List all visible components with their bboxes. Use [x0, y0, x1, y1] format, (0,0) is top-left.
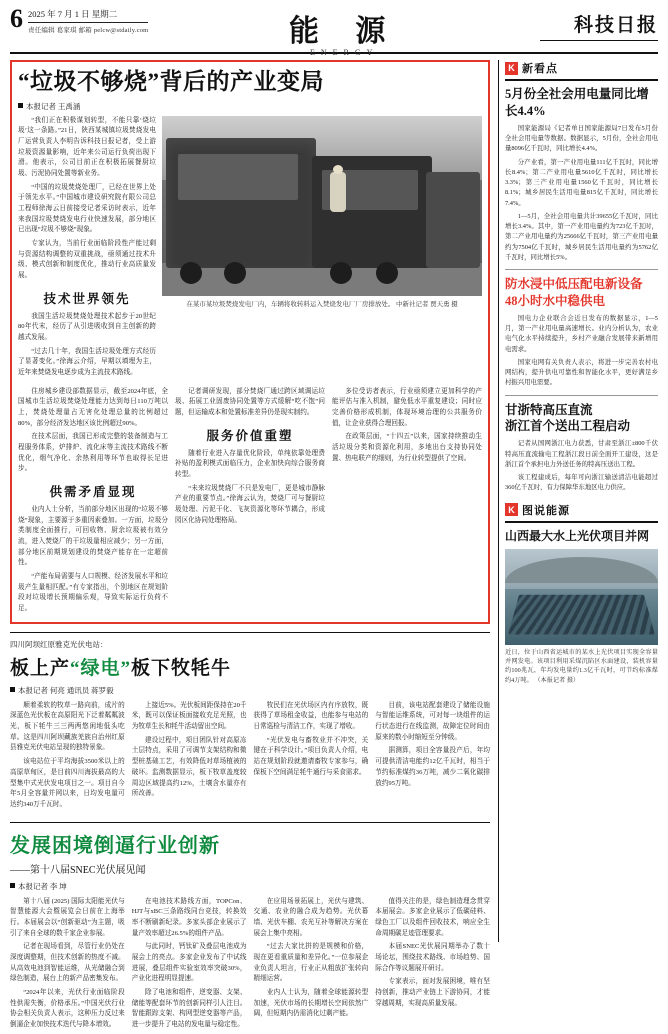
story-snec-expo	[10, 822, 490, 1034]
news1-headline: 5月份全社会用电量同比增长4.4%	[504, 87, 649, 118]
paragraph: 记者从国网浙江电力获悉，甘肃至浙江±800千伏特高压直流输电工程浙江段日前全面开工建设，这是浙江首个承担电力外送任务的特高压送出工程。	[504, 440, 658, 468]
story2-headline-post: 板下牧牦牛	[131, 657, 232, 679]
lead-col3-text	[175, 387, 325, 419]
paragraph: 在应用场景拓展上，光伏与建筑、交通、农业的融合成为趋势。光伏幕墙、光伏车棚、农光互补等解决方案在展会上集中亮相。	[253, 897, 369, 937]
section-logo-icon: K	[505, 62, 518, 75]
story3-col-2	[132, 897, 247, 1034]
section-header-photo	[505, 502, 658, 523]
paragraph: 该工程建成后，每年可向浙江输送清洁电能超过360亿千瓦时，有力保障华东地区电力供应。	[504, 474, 658, 492]
lead-photo	[162, 116, 482, 296]
lead-col-3	[175, 387, 325, 618]
photo-story-caption: 近日，位于山西省运城市的某水上光伏项目实现全容量并网发电。该项目利用采煤沉陷区水面建设，装机容量约100兆瓦，年均发电量约1.3亿千瓦时，可节约标准煤约4万吨。 （本报记者 摄）	[504, 648, 658, 684]
lead-bottom-row	[18, 387, 482, 618]
byline-marker-icon	[10, 883, 15, 888]
lead-subhead-1: 技术世界领先	[43, 291, 131, 306]
photo-hill	[505, 557, 658, 583]
paragraph: 多位受访者表示，行业亟须建立更加科学的产能评估与准入机制，避免低水平重复建设；同时应完善价格形成机制，体现环境治理的公共服务价值，让企业获得合理回报。	[332, 387, 482, 427]
story2-col-2	[132, 701, 247, 814]
news3-headline	[505, 402, 658, 436]
story-photovoltaic-yak	[10, 632, 490, 814]
lead-col2-text	[18, 387, 168, 475]
section-logo-icon: K	[505, 503, 518, 516]
story2-headline-pre: 板上产	[10, 657, 71, 679]
paragraph: 我国生活垃圾焚烧处理技术起步于20世纪80年代末，经历了从引进吸收到自主创新的跨越式发展。	[18, 312, 156, 342]
paragraph: 记者调研发现，部分焚烧厂通过跨区域调运垃圾、拓展工业固废协同处置等方式缓解“吃不饱”问题，但运输成本和处置标准差异仍是现实制约。	[175, 387, 325, 417]
section-title-cn: 能 源	[289, 15, 400, 48]
lead-col3-text-b	[175, 449, 325, 527]
byline-marker-icon	[18, 103, 23, 108]
news-divider	[505, 269, 658, 270]
news2-headline	[505, 276, 658, 310]
paragraph: 国家能源局《记者单日国家能源局7日发布5月份全社会用电量等数据。数据显示，5月份，全社会用电量8096亿千瓦时，同比增长4.4%。	[504, 124, 658, 153]
news2-headline-line1: 防水浸中低压配电新设备	[504, 277, 643, 291]
paragraph: 业内人士分析，当前部分地区出现的“垃圾不够烧”现象，主要源于多重因素叠加。一方面，垃圾分类制度全面推行，可回收物、厨余垃圾被有效分流，进入焚烧厂的干垃圾量相应减少；另一方面，部分地区前期规划建设的焚烧产能存在一定超前性。	[18, 506, 168, 567]
paragraph: 专家表示，面对发展困境，唯有坚持创新，推动产业链上下游协同，才能穿越周期，实现高质量发展。	[375, 978, 490, 1007]
news2-body	[505, 314, 658, 389]
byline-label: 本报记者	[26, 101, 56, 111]
section-title-en: ENERGY	[309, 48, 379, 57]
lead-col1-text-b	[18, 312, 156, 379]
masthead-date-block	[28, 6, 148, 34]
news2-headline-line2: 48小时水中稳供电	[504, 293, 605, 308]
editor-contact: 责任编辑 葛家琪 邮箱 pelcw@stdaily.com	[28, 27, 149, 34]
paragraph: 值得关注的是，绿色制造理念贯穿本届展会。多家企业展示了低碳硅料、绿色工厂以及组件回收技术，响应全生命周期碳足迹管理要求。	[375, 897, 490, 937]
news1-body	[505, 124, 658, 263]
column-divider	[498, 60, 499, 942]
lead-col1-text	[18, 116, 156, 282]
paragraph: 与此同时，钙钛矿及叠层电池成为展会上的亮点。多家企业发布了中试线进展，叠层组件实验室效率突破30%，产业化进程明显提速。	[131, 943, 247, 983]
lead-subhead-2: 供需矛盾显现	[49, 485, 137, 500]
news-divider	[505, 395, 658, 396]
story3-col-3	[254, 897, 369, 1034]
story2-col-1	[10, 701, 125, 814]
byline-name: 王禹涵	[57, 101, 81, 111]
lead-photo-caption: 在某市某垃圾焚烧发电厂内，车辆将收转料运入焚烧发电厂厂房排放处。 中新社记者 贾天勇 摄	[186, 300, 458, 308]
lead-col4-text	[332, 387, 482, 465]
paragraph: 国家电网有关负责人表示，将进一步完善农村电网结构，提升供电可靠性和智能化水平，更好满足乡村振兴用电需要。	[504, 358, 658, 387]
story2-byline	[10, 685, 490, 696]
photo-ground	[162, 263, 482, 295]
photo-worker	[330, 172, 346, 212]
section-banner	[148, 6, 540, 57]
story3-col-4	[375, 897, 490, 1034]
paragraph: 专家认为，当前行业面临阶段性产能过剩与资源结构调整的双重挑战，亟须通过技术升级、模式创新和制度优化，推动行业高质量发展。	[18, 239, 156, 279]
paragraph: “2024年以来，光伏行业面临阶段性供需失衡，价格承压。”中国光伏行业协会相关负责人表示，这种压力反过来倒逼企业加快技术迭代与降本增效。	[10, 988, 125, 1028]
story2-col-4	[375, 701, 490, 814]
story2-col-3	[254, 701, 369, 814]
story2-byline-label: 本报记者	[18, 685, 48, 695]
page-body	[10, 60, 658, 1028]
lead-col-1	[18, 116, 156, 382]
lead-headline: “垃圾不够烧”背后的产业变局	[18, 69, 324, 94]
paragraph: 建设过程中，项目团队针对高原冻土层特点，采用了可调节支架结构和微型桩基础工艺，有效降低对草场植被的破坏。监测数据显示，板下牧草盖度较周边区域提高约12%，土壤含水量亦有所改善。	[131, 736, 247, 798]
story2-headline-green: “绿电”	[70, 657, 132, 679]
lead-photo-block	[162, 116, 482, 382]
right-column	[505, 60, 658, 942]
paragraph: 本届SNEC光伏展同期举办了数十场论坛，围绕技术路线、市场趋势、国际合作等议题展开研讨。	[375, 943, 490, 972]
paragraph: 上接近5%。光伏板间距保持在20千米，既可以保证板面接收充足光照，也为牧草生长和牦牛活动留出空间。	[131, 701, 247, 731]
paragraph: 顺着柔软的牧草一路向前，成片的深蓝色光伏板在高原阳光下泛着粼粼波光，板下牦牛三三两两悠闲地低头吃草。这是四川阿坝藏族羌族自治州红原县雅克光伏电站呈现的独特景象。	[10, 701, 125, 752]
paragraph: 住房城乡建设部数据显示，截至2024年底，全国城市生活垃圾焚烧处理能力达到每日110万吨以上，焚烧处理量占无害化处理总量的比例超过80%，部分经济发达地区该比例超过90%。	[18, 387, 168, 427]
story2-headline	[10, 653, 490, 680]
story2-byline-name: 何亮 通讯员 蒋罗毅	[49, 685, 114, 695]
lead-subhead-3: 服务价值重塑	[206, 428, 294, 443]
paragraph: 第十八届 (2025) 国际太阳能光伏与智慧能源大会暨展览会日前在上海举行。本届展会以“创新驱动”为主题，吸引了来自全球的数千家企业参展。	[10, 897, 125, 937]
lead-col2-text-b	[18, 505, 168, 615]
section-header-photo-title: 图说能源	[521, 504, 570, 517]
paragraph: “产能布局需要与人口规模、经济发展水平和垃圾产生量相匹配。”有专家指出，个别地区在规划阶段对垃圾增长预期偏乐观，导致实际运行负荷不足。	[18, 573, 168, 613]
paragraph: “未来垃圾焚烧厂不只是发电厂，更是城市静脉产业的重要节点。”徐海云认为，焚烧厂可与餐厨垃圾处理、污泥干化、飞灰资源化等环节耦合，形成园区化协同处理格局。	[175, 484, 325, 524]
paragraph: 据测算，项目全容量投产后，年均可提供清洁电能约12亿千瓦时，相当于节约标准煤约36万吨，减少二氧化碳排放约95万吨。	[375, 747, 490, 787]
paragraph: 随着行业进入存量优化阶段，单纯依靠处理费补贴的盈利模式面临压力，企业加快向综合服务商转型。	[175, 449, 325, 479]
section-header-title: 新看点	[521, 63, 558, 75]
masthead	[10, 4, 658, 57]
photo-truck-left	[166, 138, 316, 268]
story3-headline: 发展困境倒逼行业创新	[10, 834, 220, 857]
paragraph: 该电站位于平均海拔3500米以上的高原草甸区，是目前四川海拔最高的大型集中式光伏发电项目之一。项目自今年5月全容量并网以来，日均发电量可达约340万千瓦时。	[10, 758, 125, 808]
paragraph: 业内人士认为，随着全球能源转型加速，光伏市场的长期增长空间依然广阔，但短期内仍需消化过剩产能。	[253, 988, 369, 1018]
story3-col-1	[10, 897, 125, 1034]
paper-name: 科技日报	[573, 15, 658, 36]
section-header-news	[505, 60, 658, 81]
paragraph: 在技术层面，我国已形成完整的装备制造与工程服务体系，炉排炉、流化床等主流技术路线不断优化，烟气净化、余热利用等环节也取得长足进步。	[18, 433, 168, 473]
news3-headline-line2: 浙江首个送出工程启动	[504, 419, 630, 434]
photo-wheel	[376, 262, 398, 284]
paragraph: 1—5月，全社会用电量共计39655亿千瓦时，同比增长3.4%。其中，第一产业用电量约为723亿千瓦时，第二产业用电量约为25666亿千瓦时，第三产业用电量约为7504亿千瓦时，城乡居民生活用电量约为5762亿千瓦时，同比增长5%。	[504, 212, 658, 261]
paragraph: 分产业看，第一产业用电量111亿千瓦时，同比增长8.4%；第二产业用电量5610亿千瓦时，同比增长3.3%；第三产业用电量1560亿千瓦时，同比增长8.1%；城乡居民生活用电量815亿千瓦时，同比增长7.4%。	[504, 158, 658, 207]
publication-date: 2025 年 7 月 1 日 星期二	[28, 8, 148, 23]
lead-col-2	[18, 387, 168, 618]
lead-byline	[18, 101, 482, 112]
story3-subhead: ——第十八届SNEC光伏展见闻	[10, 864, 146, 876]
news3-headline-line1: 甘浙特高压直流	[504, 402, 593, 417]
lead-col-4	[332, 387, 482, 618]
paragraph: “中国的垃圾焚烧处理厂，已经在世界上处于领先水平。”中国城市建设研究院有限公司总工程师徐海云日前接受记者采访时表示，近年来我国垃圾焚烧发电行业快速发展，部分地区已出现“垃圾不够烧”现象。	[18, 183, 156, 234]
news3-body	[505, 439, 658, 493]
photo-story-image	[505, 549, 658, 645]
story3-byline-name: 李 坤	[49, 881, 67, 891]
paragraph: “过去大家比拼的是规模和价格，现在更看重质量和差异化。”一位参展企业负责人坦言，行业正从粗放扩张转向精细运营。	[253, 943, 369, 983]
left-column	[10, 60, 498, 1028]
story2-subtitle: 四川阿坝红原雅克光伏电站：	[10, 639, 108, 649]
story2-columns	[10, 701, 490, 814]
photo-wheel	[330, 262, 352, 284]
lead-story	[10, 60, 490, 624]
photo-wheel	[224, 262, 246, 284]
paper-name-block	[540, 6, 658, 41]
story3-columns	[10, 897, 490, 1034]
photo-truck-cab	[426, 172, 480, 268]
paragraph: “光伏发电与畜牧业并不冲突，关键在于科学设计。”项目负责人介绍，电站在规划阶段就邀请畜牧专家参与，确保板下空间满足牦牛通行与采食需求。	[253, 736, 369, 776]
photo-wheel	[180, 262, 202, 284]
byline-marker-icon	[10, 687, 15, 692]
lead-top-row	[18, 116, 482, 382]
paragraph: 在电池技术路线方面，TOPCon、HJT与xBC三条路线同台竞技，转换效率不断刷新纪录。多家头部企业展示了量产效率超过26.5%的组件产品。	[131, 897, 247, 937]
paragraph: “过去几十年，我国生活垃圾处理方式经历了显著变化。”徐海云介绍，早期以填埋为主，近年来焚烧发电逐步成为主流技术路线。	[18, 347, 156, 377]
paragraph: 目前，该电站配套建设了储能设施与智能运维系统，可对每一块组件的运行状态进行在线监测，故障定位时间由原来的数小时缩短至分钟级。	[375, 701, 490, 741]
paragraph: 国电力企业联合会近日发布的数据显示，1—5月，第一产业用电量高速增长。业内分析认为，农业电气化水平持续提升，乡村产业融合发展带来新增用电需求。	[504, 314, 658, 353]
story3-byline-label: 本报记者	[18, 881, 48, 891]
page-number: 6	[10, 4, 23, 33]
photo-story-headline: 山西最大水上光伏项目并网	[504, 528, 649, 543]
paragraph: 在政策层面，“十四五”以来，国家持续推动生活垃圾分类和资源化利用，多地出台支持协同处置、热电联产的细则，为行业转型提供了空间。	[332, 433, 482, 462]
paragraph: 牧民们在光伏场区内有序放牧，既获得了草场租金收益，也能参与电站的日常巡检与清洁工作，实现了增收。	[253, 701, 369, 731]
paragraph: “我们正在积极谋划转型，不能只靠‘烧垃圾’这一条路。”21日，陕西某城镇垃圾焚烧发电厂运营负责人李明告诉科技日报记者，受上游垃圾资源量影响，近年来公司运行负荷出现下滑。他表示，公司目前正在积极拓展餐厨垃圾、污泥协同处置等新业务。	[18, 116, 156, 177]
paper-name-rule	[540, 40, 658, 41]
paragraph: 除了电池和组件，逆变器、支架、储能等配套环节的创新同样引人注目。智能跟踪支架、构网型逆变器等产品，进一步提升了电站的发电量与稳定性。	[131, 988, 247, 1028]
story3-byline	[10, 881, 490, 892]
paragraph: 记者在现场看到，尽管行业仍处在深度调整期，但技术创新的热度不减。从高效电池到智能运维，从光储融合到绿色制造，展台上的新产品密集发布。	[10, 943, 125, 983]
